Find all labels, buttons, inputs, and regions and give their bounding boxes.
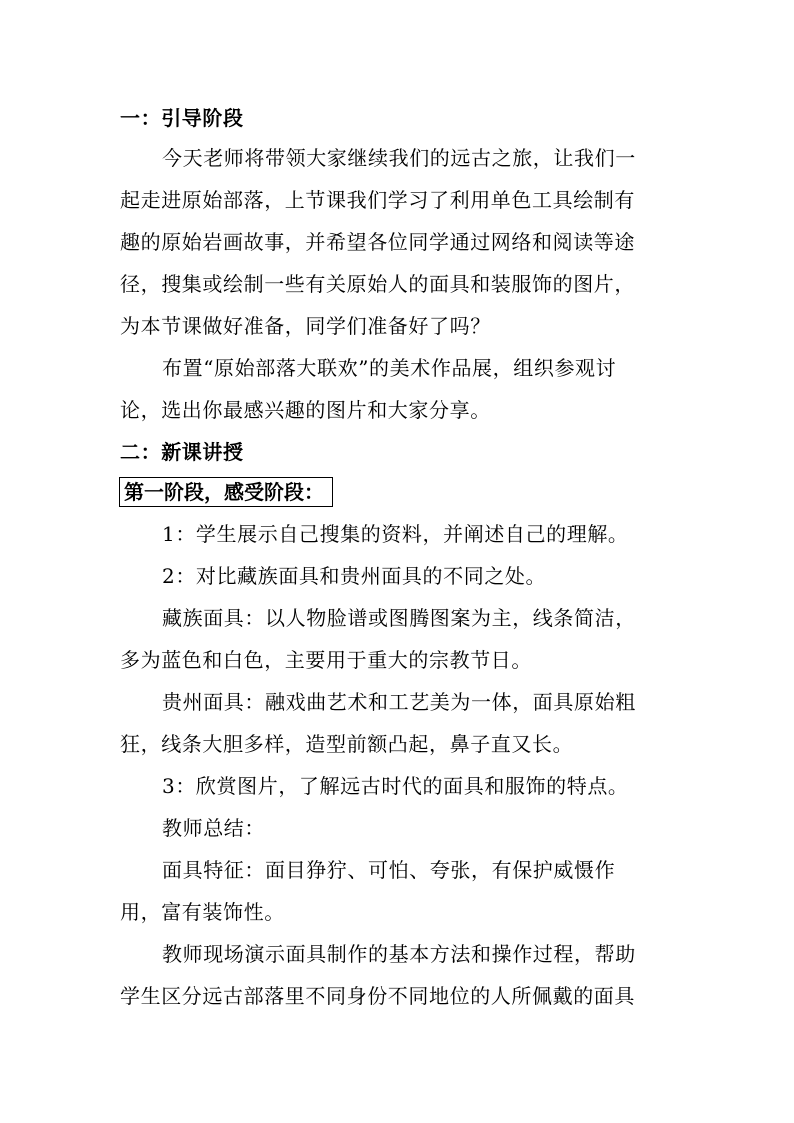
paragraph-line: 为本节课做好准备，同学们准备好了吗？	[120, 314, 491, 338]
list-item: 3：欣赏图片，了解远古时代的面具和服饰的特点。	[162, 774, 629, 798]
paragraph-line: 学生区分远古部落里不同身份不同地位的人所佩戴的面具	[120, 984, 635, 1008]
paragraph-line: 起走进原始部落，上节课我们学习了利用单色工具绘制有	[120, 188, 635, 212]
paragraph-line: 藏族面具：以人物脸谱或图腾图案为主，线条简洁，	[162, 606, 636, 630]
paragraph-line: 趣的原始岩画故事，并希望各位同学通过网络和阅读等途	[120, 230, 635, 254]
paragraph-line: 径，搜集或绘制一些有关原始人的面具和装服饰的图片，	[120, 272, 635, 296]
paragraph-line: 教师现场演示面具制作的基本方法和操作过程，帮助	[162, 942, 636, 966]
paragraph-line: 今天老师将带领大家继续我们的远古之旅，让我们一	[162, 146, 636, 170]
paragraph-line: 论，选出你最感兴趣的图片和大家分享。	[120, 398, 491, 422]
section-heading-new-lesson: 二：新课讲授	[120, 440, 244, 464]
stage-title: 第一阶段，感受阶段：	[124, 480, 324, 504]
paragraph-line: 布置“原始部落大联欢”的美术作品展，组织参观讨	[162, 356, 617, 380]
section-heading-intro: 一：引导阶段	[120, 106, 244, 130]
paragraph-line: 狂，线条大胆多样，造型前额凸起，鼻子直又长。	[120, 732, 574, 756]
paragraph-line: 多为蓝色和白色，主要用于重大的宗教节日。	[120, 648, 532, 672]
paragraph-line: 用，富有装饰性。	[120, 900, 285, 924]
list-item: 1：学生展示自己搜集的资料，并阐述自己的理解。	[162, 522, 629, 546]
summary-label: 教师总结：	[162, 816, 265, 840]
paragraph-line: 贵州面具：融戏曲艺术和工艺美为一体，面具原始粗	[162, 690, 636, 714]
list-item: 2：对比藏族面具和贵州面具的不同之处。	[162, 564, 547, 588]
paragraph-line: 面具特征：面目狰狞、可怕、夸张，有保护威慑作	[162, 858, 616, 882]
